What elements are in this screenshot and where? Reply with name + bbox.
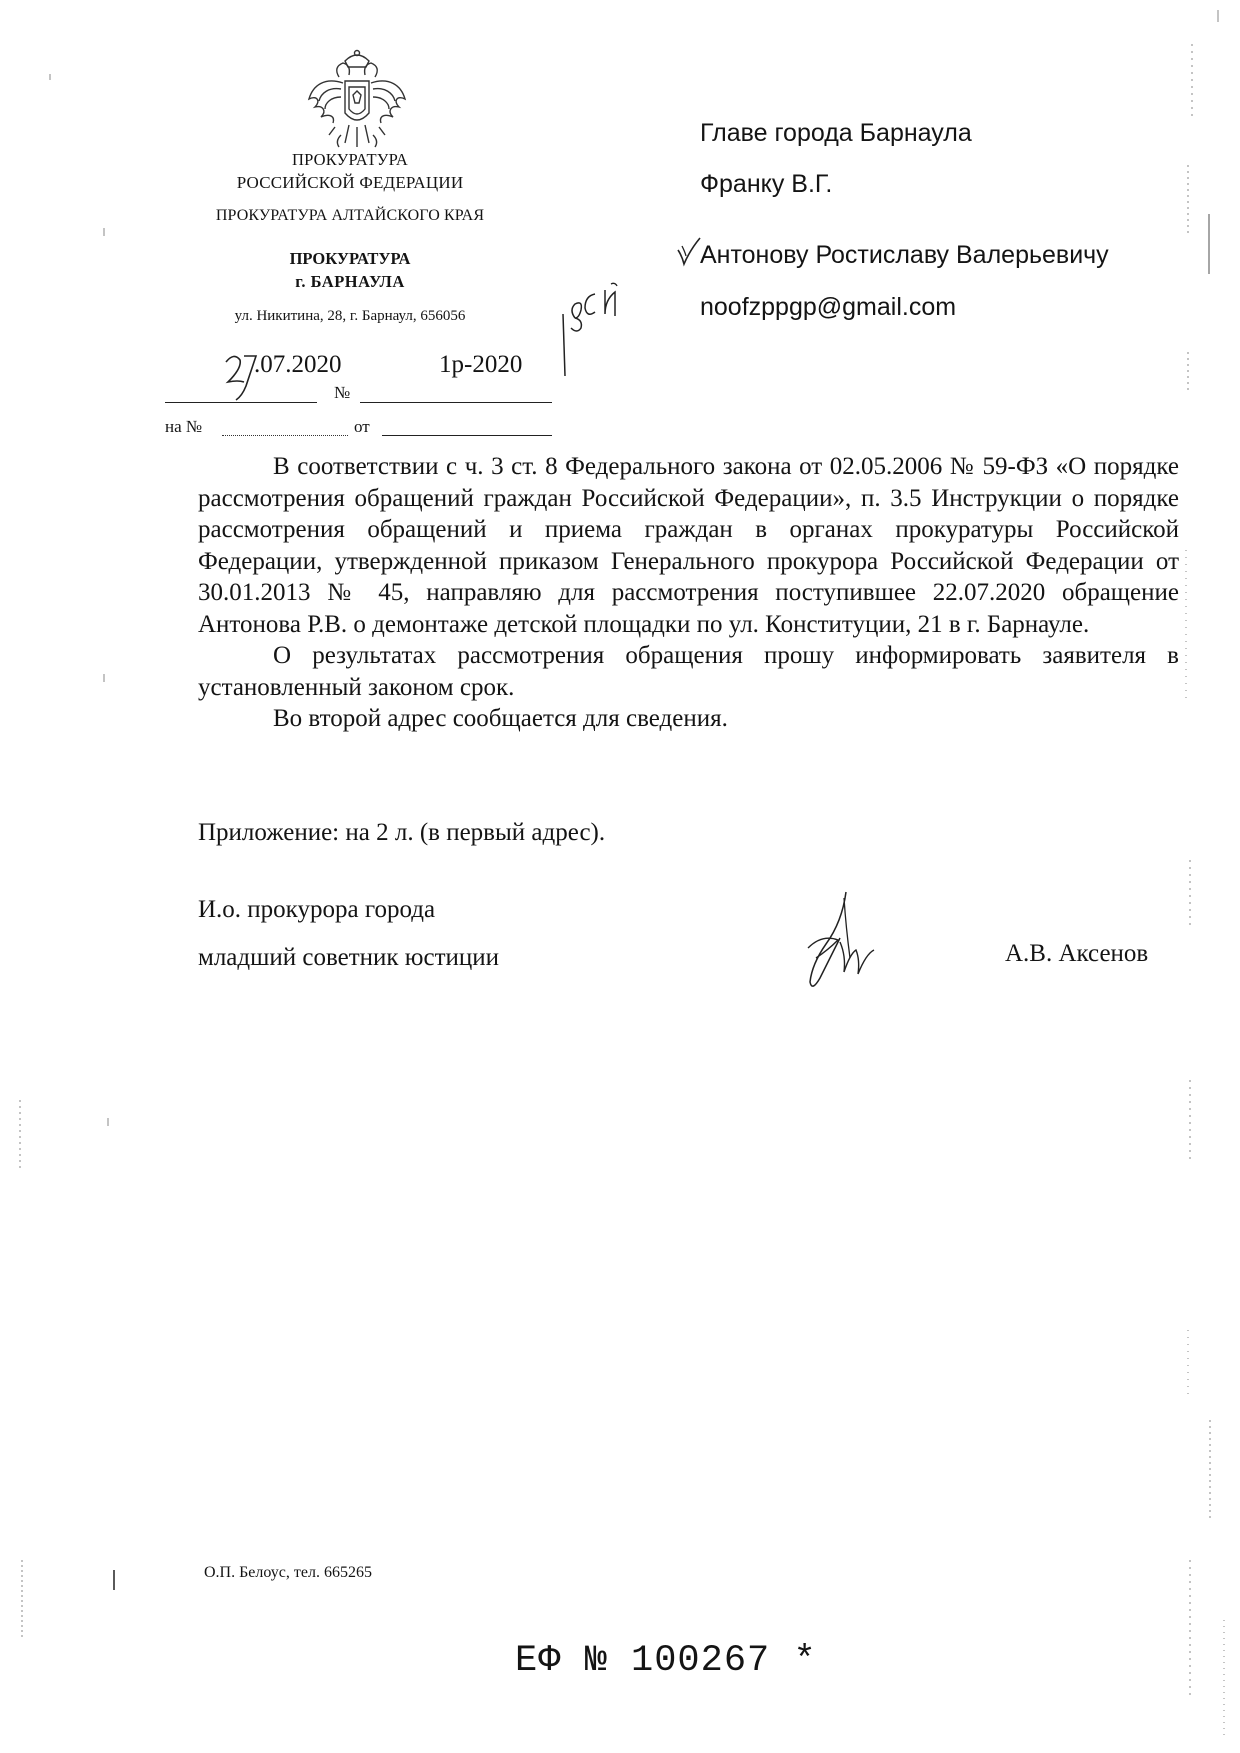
recipient-line1: Главе города Барнаула: [700, 119, 972, 147]
body-paragraph-1: В соответствии с ч. 3 ст. 8 Федерального закона от 02.05.2006 № 59-ФЗ «О порядке рассмотрения обращений граждан Российской Федерации», п. 3.5 Инструкции о порядке рассмотрения обращений и приема граждан в органах прокуратуры Российской Федерации, утвержденной приказом Генерального прокурора Российской Федерации от 30.01.2013 № 45, направляю для рассмотрения поступившее 22.07.2020 обращение Антонова Р.В. о демонтаже детской площадки по ул. Конституции, 21 в г. Барнауле.: [198, 453, 1179, 638]
handwritten-day: [222, 348, 260, 404]
executor-contact: О.П. Белоус, тел. 665265: [204, 1564, 372, 1581]
handwritten-signature: [800, 888, 880, 996]
registration-date: .07.2020: [254, 351, 342, 378]
org-city-name-line1: ПРОКУРАТУРА: [289, 249, 411, 268]
recipient-line3: Антонову Ростиславу Валерьевичу: [700, 241, 1109, 269]
reference-date-underline: [382, 435, 552, 436]
letter-body: [198, 451, 1179, 735]
signer-title-line1: И.о. прокурора города: [198, 896, 436, 923]
org-regional-name: ПРОКУРАТУРА АЛТАЙСКОГО КРАЯ: [215, 207, 485, 224]
number-underline: [360, 402, 552, 403]
reference-from-label: от: [354, 417, 370, 436]
attachment-note: Приложение: на 2 л. (в первый адрес).: [198, 819, 606, 846]
body-paragraph-2: О результатах рассмотрения обращения прошу информировать заявителя в установленный законом срок.: [198, 642, 1179, 701]
org-address: ул. Никитина, 28, г. Барнаул, 656056: [234, 308, 466, 324]
recipient-line2: Франку В.Г.: [700, 170, 833, 198]
org-name-line2: РОССИЙСКОЙ ФЕДЕРАЦИИ: [236, 173, 464, 192]
registration-number: 1р-2020: [439, 351, 523, 378]
recipient-email: noofzppgp@gmail.com: [700, 293, 957, 321]
reference-underline: [222, 435, 348, 436]
russian-coat-of-arms-icon: [305, 47, 409, 157]
signer-name: А.В. Аксенов: [1005, 940, 1149, 967]
number-label: №: [334, 383, 351, 402]
body-paragraph-3: Во второй адрес сообщается для сведения.: [273, 705, 728, 732]
handwritten-registration-mark: [555, 280, 635, 380]
org-city-name-line2: г. БАРНАУЛА: [295, 272, 405, 291]
org-name-line1: ПРОКУРАТУРА: [291, 150, 409, 169]
document-stamp-number: ЕФ № 100267 *: [515, 1640, 817, 1682]
reference-label: на №: [165, 417, 203, 436]
signer-title-line2: младший советник юстиции: [198, 944, 500, 971]
checkmark-icon: [676, 236, 702, 268]
